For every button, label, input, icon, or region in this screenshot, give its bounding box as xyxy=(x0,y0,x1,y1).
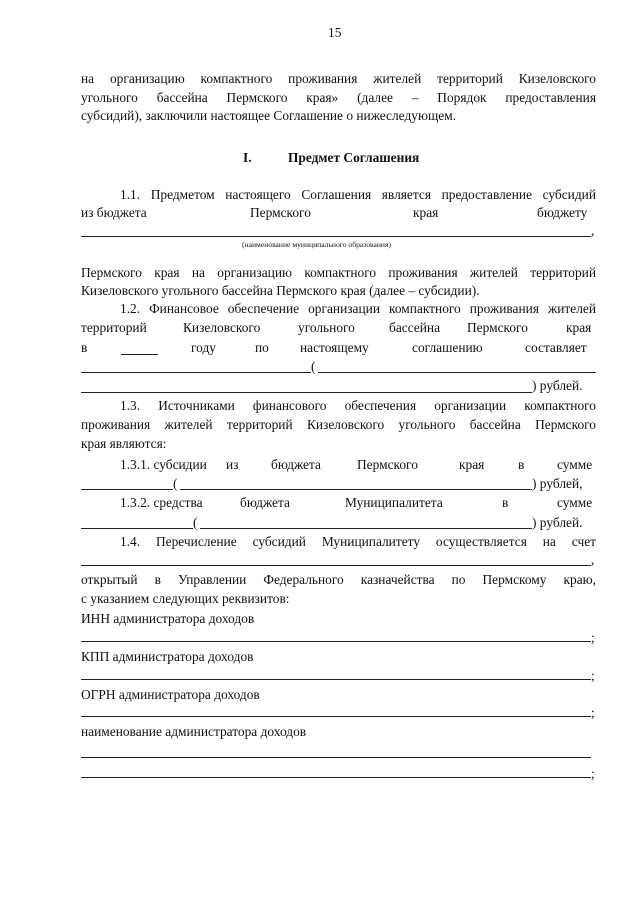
intro-line-1: на организацию компактного проживания жителей территорий Кизеловского xyxy=(81,71,596,86)
account-blank xyxy=(81,565,591,566)
p14-line-2: открытый в Управлении Федерального казначейства по Пермскому краю, xyxy=(81,572,596,587)
p14-comma: , xyxy=(591,552,595,567)
admin-name-label: наименование администратора доходов xyxy=(81,724,307,739)
p13-line-1: 1.3. Источниками финансового обеспечения организации компактного xyxy=(120,398,596,413)
admin-name-line-2 xyxy=(81,777,591,778)
p131-words-blank xyxy=(180,489,532,490)
p12-by-word: по xyxy=(255,340,269,355)
p131-sum: сумме xyxy=(557,457,593,472)
ogrn-semicolon: ; xyxy=(591,705,595,720)
inn-label: ИНН администратора доходов xyxy=(81,611,255,626)
p132-in: в xyxy=(502,495,509,510)
inn-semicolon: ; xyxy=(591,630,595,645)
p11-word-2: Пермского xyxy=(250,205,311,220)
p14-line-3: с указанием следующих реквизитов: xyxy=(81,591,290,606)
p12-agreement-word: соглашению xyxy=(412,340,483,355)
section-number: I. xyxy=(243,150,252,165)
p132-amount-blank xyxy=(81,528,193,529)
p12-line-1: 1.2. Финансовое обеспечение организации компактного проживания жителей xyxy=(120,301,596,316)
p132-words-blank xyxy=(200,528,532,529)
p13-line-3: края являются: xyxy=(81,436,167,451)
p131-budget: бюджета xyxy=(271,457,321,472)
p131-from: из xyxy=(226,457,239,472)
p11-word-1: из бюджета xyxy=(81,205,147,220)
p12-word-3: угольного xyxy=(298,320,355,335)
p11-line-4: Кизеловского угольного бассейна Пермского края (далее – субсидии). xyxy=(81,283,480,298)
p14-line-1: 1.4. Перечисление субсидий Муниципалитету осуществляется на счет xyxy=(120,534,596,549)
p11-line-3: Пермского края на организацию компактного проживания жителей территорий xyxy=(81,265,596,280)
p12-amount-words-blank-1 xyxy=(318,372,596,373)
p12-word-1: территорий xyxy=(81,320,147,335)
ogrn-label: ОГРН администратора доходов xyxy=(81,687,260,702)
p132-budget: бюджета xyxy=(240,495,290,510)
section-title: Предмет Соглашения xyxy=(288,150,420,165)
p12-amount-words-blank-2 xyxy=(81,392,532,393)
p132-paren-open: ( xyxy=(193,515,198,530)
p13-line-2: проживания жителей территорий Кизеловского угольного бассейна Пермского xyxy=(81,417,596,432)
year-blank xyxy=(121,354,158,355)
inn-line xyxy=(81,641,591,642)
p12-word-4: бассейна xyxy=(389,320,441,335)
admin-name-semicolon: ; xyxy=(591,766,595,781)
page-number: 15 xyxy=(328,25,342,40)
p131-in: в xyxy=(518,457,525,472)
p11-comma: , xyxy=(591,223,595,238)
p131-amount-blank xyxy=(81,489,173,490)
kpp-label: КПП администратора доходов xyxy=(81,649,254,664)
p12-year-word: году xyxy=(191,340,216,355)
municipality-line xyxy=(81,236,591,237)
p12-word-2: Кизеловского xyxy=(183,320,261,335)
p11-word-4: бюджету xyxy=(537,205,588,220)
p12-rubles: ) рублей. xyxy=(532,378,583,393)
p11-line-1: 1.1. Предметом настоящего Соглашения является предоставление субсидий xyxy=(120,187,596,202)
kpp-line xyxy=(81,679,591,680)
ogrn-line xyxy=(81,716,591,717)
p12-word-6: края xyxy=(566,320,592,335)
kpp-semicolon: ; xyxy=(591,668,595,683)
p11-word-3: края xyxy=(413,205,439,220)
p131-label: 1.3.1. субсидии xyxy=(120,457,207,472)
p12-present-word: настоящему xyxy=(300,340,369,355)
p132-label: 1.3.2. средства xyxy=(120,495,203,510)
intro-line-3: субсидий), заключили настоящее Соглашение о нижеследующем. xyxy=(81,108,457,123)
p12-paren-open: ( xyxy=(311,359,316,374)
p132-rubles: ) рублей. xyxy=(532,515,583,530)
municipality-caption: (наименование муниципального образования) xyxy=(242,240,391,249)
intro-line-2: угольного бассейна Пермского края» (далее – Порядок предоставления xyxy=(81,90,596,105)
p131-paren-open: ( xyxy=(173,476,178,491)
p12-word-5: Пермского xyxy=(467,320,528,335)
p131-krai: края xyxy=(459,457,485,472)
p132-sum: сумме xyxy=(557,495,593,510)
admin-name-line-1 xyxy=(81,757,591,758)
p131-perm: Пермского xyxy=(357,457,418,472)
p132-municipality: Муниципалитета xyxy=(345,495,443,510)
p12-year-prefix: в xyxy=(81,340,88,355)
p131-rubles: ) рублей, xyxy=(532,476,583,491)
p12-amounts-word: составляет xyxy=(525,340,587,355)
p12-amount-blank xyxy=(81,372,311,373)
